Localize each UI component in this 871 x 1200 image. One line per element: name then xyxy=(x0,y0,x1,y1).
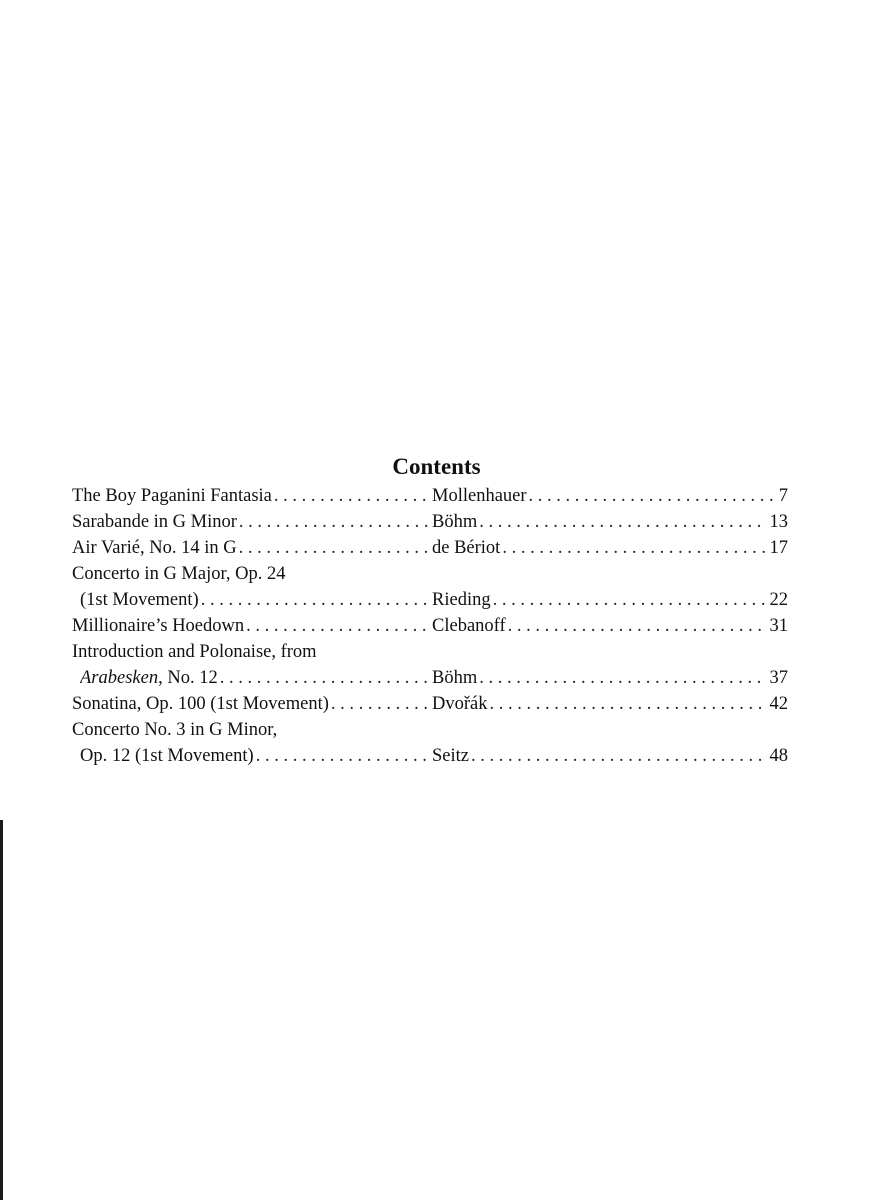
entry-composer: Mollenhauer xyxy=(432,483,529,509)
dot-leader xyxy=(239,509,428,535)
dot-leader xyxy=(246,613,428,639)
entry-page-number: 17 xyxy=(767,535,789,561)
table-of-contents xyxy=(0,452,871,769)
dot-leader xyxy=(502,535,766,561)
entry-page-number: 48 xyxy=(767,743,789,769)
dot-leader xyxy=(489,691,766,717)
entry-page-number: 22 xyxy=(767,587,789,613)
entry-title: Op. 12 (1st Movement) xyxy=(80,743,256,769)
entry-composer: Seitz xyxy=(432,743,471,769)
dot-leader xyxy=(239,535,428,561)
toc-entry[interactable] xyxy=(0,665,871,691)
toc-entry[interactable] xyxy=(0,535,871,561)
dot-leader xyxy=(256,743,428,769)
dot-leader xyxy=(220,665,428,691)
entry-page-number: 7 xyxy=(776,483,788,509)
entry-title-italic: Arabesken xyxy=(80,668,159,688)
toc-entry-title-line xyxy=(0,717,871,743)
dot-leader xyxy=(201,587,428,613)
toc-entry[interactable] xyxy=(0,743,871,769)
dot-leader xyxy=(508,613,767,639)
dot-leader xyxy=(493,587,767,613)
toc-entry-title-line xyxy=(0,561,871,587)
dot-leader xyxy=(471,743,767,769)
entry-title: The Boy Paganini Fantasia xyxy=(72,483,274,509)
entry-composer: Rieding xyxy=(432,587,493,613)
entry-title: (1st Movement) xyxy=(80,587,201,613)
entry-page-number: 13 xyxy=(767,509,789,535)
entry-title: Concerto in G Major, Op. 24 xyxy=(72,564,286,584)
entry-composer: Clebanoff xyxy=(432,613,508,639)
page-title: Contents xyxy=(392,454,481,479)
toc-entry[interactable] xyxy=(0,509,871,535)
entry-composer: Böhm xyxy=(432,665,479,691)
entry-title: Concerto No. 3 in G Minor, xyxy=(72,720,278,740)
entry-title: , No. 12 xyxy=(158,668,218,688)
entry-composer: de Bériot xyxy=(432,535,502,561)
entry-title: Millionaire’s Hoedown xyxy=(72,613,246,639)
dot-leader xyxy=(479,665,766,691)
entry-composer: Böhm xyxy=(432,509,479,535)
entry-page-number: 31 xyxy=(767,613,789,639)
entry-composer: Dvořák xyxy=(432,691,489,717)
dot-leader xyxy=(479,509,766,535)
entry-title: Sarabande in G Minor xyxy=(72,509,239,535)
toc-entry[interactable] xyxy=(0,613,871,639)
entry-title: Sonatina, Op. 100 (1st Movement) xyxy=(72,691,331,717)
toc-entry[interactable] xyxy=(0,587,871,613)
entry-page-number: 37 xyxy=(767,665,789,691)
toc-entry[interactable] xyxy=(0,483,871,509)
dot-leader xyxy=(331,691,428,717)
toc-entry[interactable] xyxy=(0,691,871,717)
dot-leader xyxy=(274,483,428,509)
page-binding-edge xyxy=(0,820,3,1200)
toc-entry-title-line xyxy=(0,639,871,665)
dot-leader xyxy=(529,483,776,509)
entry-title: Introduction and Polonaise, from xyxy=(72,642,317,662)
entry-page-number: 42 xyxy=(767,691,789,717)
entry-title: Air Varié, No. 14 in G xyxy=(72,535,239,561)
